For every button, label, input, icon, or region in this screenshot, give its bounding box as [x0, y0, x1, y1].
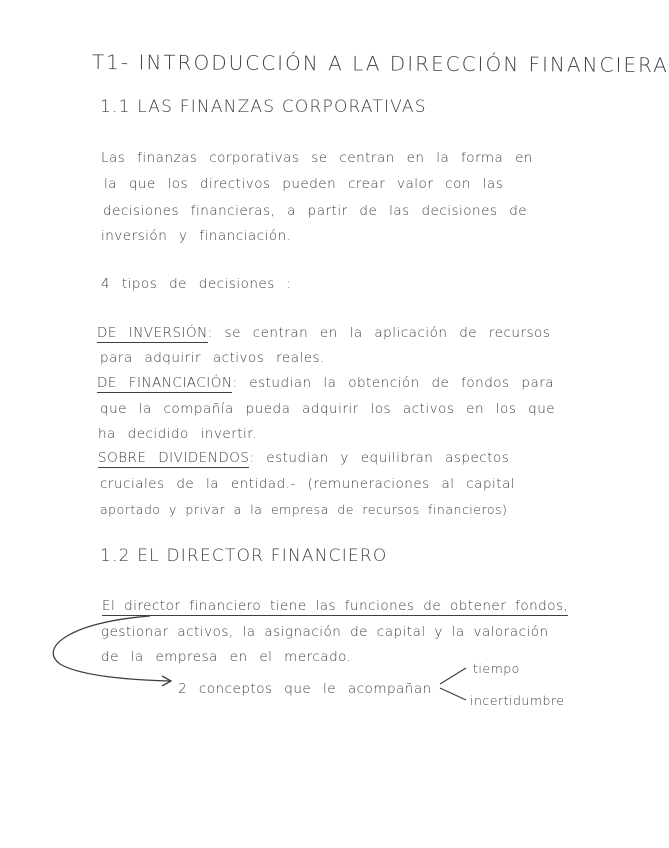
section-heading-director: 1.2 EL DIRECTOR FINANCIERO	[100, 546, 388, 566]
paragraph-line: de la empresa en el mercado.	[101, 649, 352, 665]
concepts-line: 2 conceptos que le acompañan	[178, 681, 432, 697]
concept-incertidumbre: incertidumbre	[470, 693, 565, 708]
paragraph-line: Las finanzas corporativas se centran en la forma en	[101, 150, 533, 166]
director-highlight: El director financiero tiene las funciones de obtener fondos,	[102, 598, 569, 614]
decision-financiacion-text: : estudian la obtención de fondos para	[232, 375, 555, 391]
paragraph-line: inversión y financiación.	[101, 228, 292, 244]
decision-dividendos-text: : estudian y equilibran aspectos	[249, 450, 510, 466]
concept-tiempo: tiempo	[473, 661, 520, 676]
decision-financiacion-text: ha decidido invertir.	[98, 426, 257, 442]
decision-dividendos-label: SOBRE DIVIDENDOS	[98, 450, 250, 466]
decision-financiacion-label: DE FINANCIACIÓN	[97, 375, 233, 391]
decision-financiacion-text: que la compañía pueda adquirir los activos en los que	[100, 401, 556, 417]
loop-arrow-path	[53, 616, 170, 681]
decision-dividendos-text: aportado y privar a la empresa de recursos financieros)	[100, 502, 508, 517]
paragraph-line: decisiones financieras, a partir de las decisiones de	[103, 203, 528, 219]
decision-inversion-text: : se centran en la aplicación de recursos	[207, 325, 551, 341]
paragraph-line: gestionar activos, la asignación de capital y la valoración	[101, 624, 549, 640]
section-heading-finanzas: 1.1 LAS FINANZAS CORPORATIVAS	[100, 97, 427, 117]
page-title: T1- INTRODUCCIÓN A LA DIRECCIÓN FINANCIERA	[91, 50, 669, 78]
branch-down-line	[440, 688, 466, 700]
decision-dividendos-text: cruciales de la entidad.- (remuneraciones al capital	[100, 476, 516, 492]
branch-up-line	[440, 668, 466, 684]
decision-inversion-text: para adquirir activos reales.	[100, 350, 325, 366]
decision-types-intro: 4 tipos de decisiones :	[101, 276, 292, 292]
decision-inversion-label: DE INVERSIÓN	[97, 325, 208, 341]
paragraph-line: la que los directivos pueden crear valor con las	[104, 176, 504, 192]
